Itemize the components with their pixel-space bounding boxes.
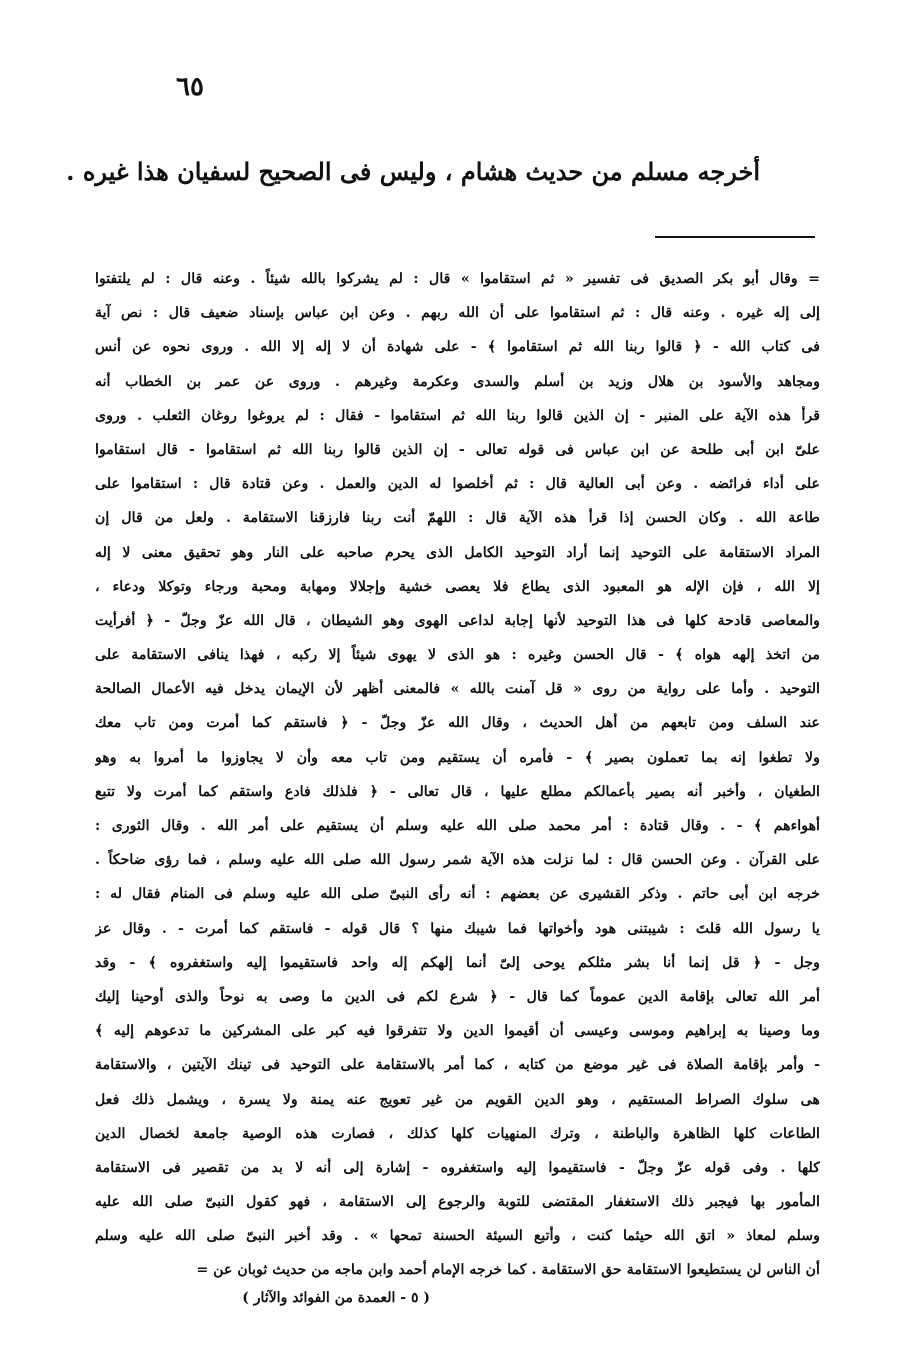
footnote-line: والمعاصى قادحة كلها فى هذا التوحيد لأنها إجابة لداعى الهوى وهو الشيطان ، قال الله عزّ وجلّ - ﴿ أفرأيت bbox=[95, 612, 820, 629]
footnote-line: = وقال أبو بكر الصديق فى تفسير « ثم استقاموا » قال : لم يشركوا بالله شيئاً . وعنه قال : لم يلتفتوا bbox=[95, 271, 820, 287]
footnote-line: أمر الله تعالى بإقامة الدين عموماً كما قال - ﴿ شرع لكم فى الدين ما وصى به نوحاً والذى أوحينا إليك bbox=[95, 988, 820, 1005]
footnote-line: وسلم لمعاذ « اتق الله حيثما كنت ، وأتبع السيئة الحسنة تمحها » . وقد أخبر النبىّ صلى الله عليه وسلم bbox=[95, 1228, 820, 1245]
page-number: ٦٥ bbox=[176, 72, 204, 102]
footnote-line: وما وصينا به إبراهيم وموسى وعيسى أن أقيموا الدين ولا تتفرقوا فيه كبر على المشركين ما تدعوهم إليه ﴾ bbox=[95, 1023, 820, 1040]
footnote-line: يا رسول الله قلتَ : شيبتنى هود وأخواتها فما شيبك منها ؟ قال قوله - فاستقم كما أمرت - . وقال عز bbox=[95, 920, 820, 937]
footnote-line: ومجاهد والأسود بن هلال وزيد بن أسلم والسدى وعكرمة وغيرهم . وروى عن عمر بن الخطاب أنه bbox=[95, 373, 820, 390]
footnote-line: طاعة الله . وكان الحسن إذا قرأ هذه الآية قال : اللهمّ أنت ربنا فارزقنا الاستقامة . ولعل من قال إن bbox=[95, 510, 820, 527]
footnote-line: علىّ ابن أبى طلحة عن ابن عباس فى قوله تعالى - إن الذين قالوا ربنا الله ثم استقاموا - قال استقاموا bbox=[95, 441, 820, 458]
footnote-line: عند السلف ومن تابعهم من أهل الحديث ، وقال الله عزّ وجلّ - ﴿ فاستقم كما أمرت ومن تاب معك bbox=[95, 715, 820, 732]
footnote-line: التوحيد . وأما على رواية من روى « قل آمنت بالله » فالمعنى أظهر لأن الإيمان يدخل فيه الأعمال الصالحة bbox=[95, 681, 820, 698]
footnote-line: قرأ هذه الآية على المنبر - إن الذين قالوا ربنا الله ثم استقاموا - فقال : لم يروغوا روغان الثعلب . وروى bbox=[95, 407, 820, 424]
footnote-line: على أداء فرائضه . وعن أبى العالية قال : ثم أخلصوا له الدين والعمل . وعن قتادة قال : استقاموا على bbox=[95, 476, 820, 493]
main-text: أخرجه مسلم من حديث هشام ، وليس فى الصحيح لسفيان هذا غيره . bbox=[66, 157, 760, 186]
footnotes bbox=[95, 262, 820, 1288]
footnote-line: أهواءهم ﴾ - . وقال قتادة : أمر محمد صلى الله عليه وسلم أن يستقيم على أمر الله . وقال الثورى : bbox=[95, 818, 820, 834]
footnote-line: - وأمر بإقامة الصلاة فى غير موضع من كتابه ، كما أمر بالاستقامة على التوحيد فى تينك الآيتين ، والاستقامة bbox=[95, 1057, 820, 1074]
footnote-line: الطغيان ، وأخبر أنه بصير بأعمالكم مطلع عليها ، قال تعالى - ﴿ فلذلك فادع واستقم كما أمرت ولا تتبع bbox=[95, 783, 820, 800]
footnote-line: ولا تطغوا إنه بما تعملون بصير ﴾ - فأمره أن يستقيم ومن تاب معه وأن لا يجاوزوا ما أمروا به وهو bbox=[95, 749, 820, 766]
footnote-line: كلها . وفى قوله عزّ وجلّ - فاستقيموا إليه واستغفروه - إشارة إلى أنه لا بد من تقصير فى الاستقامة bbox=[95, 1159, 820, 1176]
footnote-line: المأمور بها فيجبر ذلك الاستغفار المقتضى للتوبة والرجوع إلى الاستقامة ، فهو كقول النبىّ صلى الله عليه bbox=[95, 1194, 820, 1211]
footnote-line: من اتخذ إلهه هواه ﴾ - قال الحسن وغيره : هو الذى لا يهوى شيئاً إلا ركبه ، فهذا ينافى الاستقامة على bbox=[95, 647, 820, 664]
footnote-line: إلا الله ، فإن الإله هو المعبود الذى يطاع فلا يعصى خشية وإجلالا ومهابة ومحبة ورجاء وتوكلا ودعاء ، bbox=[95, 578, 820, 595]
footnote-separator bbox=[655, 236, 815, 238]
footnote-line: المراد الاستقامة على التوحيد إنما أراد التوحيد الكامل الذى يحرم صاحبه على النار وهو تحقيق معنى لا إله bbox=[95, 544, 820, 561]
footnote-line: إلى إله غيره . وعنه قال : ثم استقاموا على أن الله ربهم . وعن ابن عباس بإسناد ضعيف قال : نص آية bbox=[95, 305, 820, 322]
footnote-line: على القرآن . وعن الحسن قال : لما نزلت هذه الآية شمر رسول الله صلى الله عليه وسلم ، فما رؤى ضاحكاً . bbox=[95, 852, 820, 869]
signature-line: ( ٥ - العمدة من الفوائد والآثار ) bbox=[242, 1290, 430, 1306]
footnote-line: أن الناس لن يستطيعوا الاستقامة حق الاستقامة . كما خرجه الإمام أحمد وابن ماجه من حديث ثوبان عن = bbox=[196, 1262, 820, 1279]
footnote-line: وجل - ﴿ قل إنما أنا بشر مثلكم يوحى إلىّ أنما إلهكم إله واحد فاستقيموا إليه واستغفروه ﴾ - وقد bbox=[95, 954, 820, 971]
footnote-line: خرجه ابن أبى حاتم . وذكر القشيرى عن بعضهم : أنه رأى النبىّ صلى الله عليه وسلم فى المنام فقال له : bbox=[95, 886, 820, 903]
footnote-line: هى سلوك الصراط المستقيم ، وهو الدين القويم من غير تعويج عنه يمنة ولا يسرة ، ويشمل ذلك فعل bbox=[95, 1091, 820, 1108]
footnote-line: الطاعات كلها الظاهرة والباطنة ، وترك المنهيات كلها كذلك ، فصارت هذه الوصية جامعة لخصال الدين bbox=[95, 1125, 820, 1142]
footnote-line: فى كتاب الله - ﴿ قالوا ربنا الله ثم استقاموا ﴾ - على شهادة أن لا إله إلا الله . وروى نحوه عن أنس bbox=[95, 339, 820, 356]
